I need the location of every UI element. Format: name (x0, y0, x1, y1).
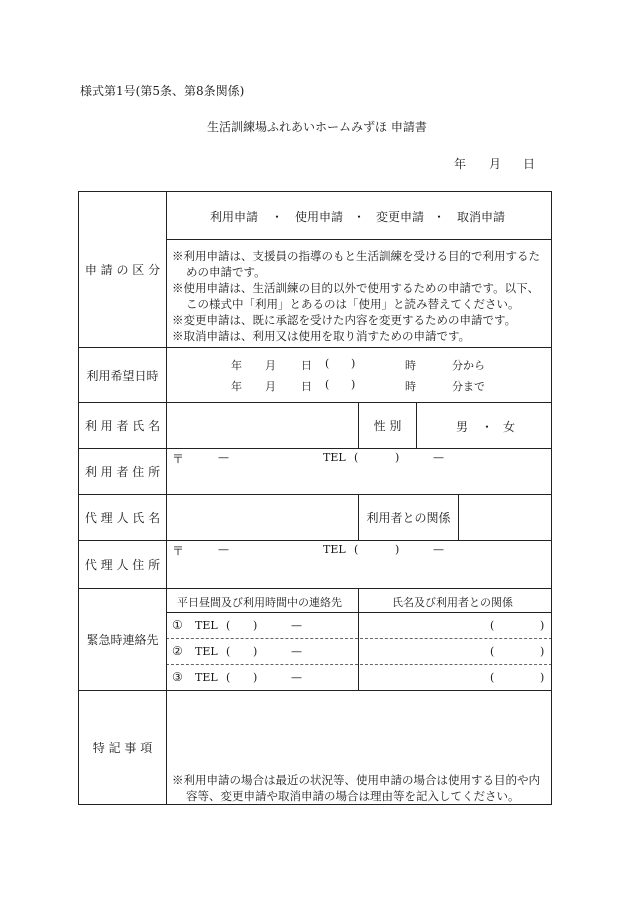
agent-name-field[interactable] (167, 495, 358, 540)
postal-mark: 〒 (172, 452, 185, 466)
option-cancel-application[interactable]: 取消申請 (457, 210, 506, 224)
emergency-name-header: 氏名及び利用者との関係 (392, 596, 513, 609)
label-remarks: 特 記 事 項 (92, 741, 153, 755)
remarks-note-line: ※利用申請の場合は最近の状況等、使用申請の場合は使用する目的や内 (172, 773, 540, 787)
gender-male-option[interactable]: 男 (456, 420, 469, 434)
postal-dash: — (218, 451, 229, 464)
date-day: 日 (523, 157, 536, 171)
label-emergency-contact: 緊急時連絡先 (86, 633, 159, 647)
tel-dash: — (433, 451, 444, 464)
emergency-phone-header: 平日昼間及び利用時間中の連絡先 (177, 596, 342, 609)
option-separator: ・ (271, 210, 284, 224)
date-month: 月 (489, 157, 502, 171)
tel-label: TEL (323, 543, 346, 556)
tel-label: TEL (195, 645, 218, 658)
day-label: 日 (301, 359, 312, 372)
year-label: 年 (231, 380, 242, 393)
month-label: 月 (265, 359, 276, 372)
option-change-application[interactable]: 変更申請 (376, 210, 425, 224)
option-usage-application[interactable]: 使用申請 (295, 210, 344, 224)
row-number: ③ (172, 670, 183, 684)
year-label: 年 (231, 359, 242, 372)
postal-mark: 〒 (172, 544, 185, 558)
category-note: ※取消申請は、利用又は使用を取り消すための申請です。 (172, 329, 471, 343)
category-notes (172, 248, 540, 344)
minute-until-label: 分まで (452, 380, 485, 393)
hour-label: 時 (405, 359, 416, 372)
tel-dash: — (291, 671, 302, 684)
category-note: ※利用申請は、支援員の指導のもと生活訓練を受ける目的で利用するた (172, 249, 540, 263)
date-year: 年 (454, 157, 467, 171)
minute-from-label: 分から (452, 359, 485, 372)
weekday-close: ) (351, 357, 356, 370)
form-title: 生活訓練場ふれあいホームみずほ 申請書 (207, 120, 427, 134)
tel-paren-close: ) (395, 543, 400, 556)
weekday-close: ) (351, 378, 356, 391)
label-user-address: 利 用 者 住 所 (84, 465, 161, 479)
hour-label: 時 (405, 380, 416, 393)
tel-paren-open: ( (354, 451, 359, 464)
form-number: 様式第1号(第5条、第8条関係) (80, 84, 245, 98)
row-number: ① (172, 618, 183, 632)
remarks-field[interactable] (167, 691, 551, 771)
label-agent-name: 代 理 人 氏 名 (84, 511, 161, 525)
option-separator: ・ (353, 210, 366, 224)
category-note: ※使用申請は、生活訓練の目的以外で使用するための申請です。以下、 (172, 281, 540, 295)
postal-dash: — (218, 543, 229, 556)
category-note: ※変更申請は、既に承認を受けた内容を変更するための申請です。 (172, 313, 517, 327)
tel-paren-close: ) (253, 645, 258, 658)
tel-paren-open: ( (354, 543, 359, 556)
tel-label: TEL (195, 619, 218, 632)
label-category: 申 請 の 区 分 (84, 263, 161, 277)
tel-paren-close: ) (253, 671, 258, 684)
tel-label: TEL (323, 451, 346, 464)
relation-field[interactable] (459, 495, 551, 540)
weekday-open: ( (325, 378, 330, 391)
row-number: ② (172, 644, 183, 658)
relation-paren-close: ) (540, 645, 545, 658)
relation-paren-close: ) (540, 619, 545, 632)
label-agent-address: 代 理 人 住 所 (84, 558, 161, 572)
month-label: 月 (265, 380, 276, 393)
relation-paren-open: ( (490, 619, 495, 632)
tel-paren-open: ( (226, 671, 231, 684)
tel-paren-close: ) (253, 619, 258, 632)
remarks-note (172, 772, 540, 804)
relation-paren-open: ( (490, 671, 495, 684)
tel-paren-close: ) (395, 451, 400, 464)
relation-paren-open: ( (490, 645, 495, 658)
tel-dash: — (291, 619, 302, 632)
day-label: 日 (301, 380, 312, 393)
remarks-note-line: 容等、変更申請や取消申請の場合は理由等を記入してください。 (186, 789, 520, 803)
option-use-application[interactable]: 利用申請 (210, 210, 259, 224)
tel-dash: — (291, 645, 302, 658)
tel-paren-open: ( (226, 619, 231, 632)
label-user-name: 利 用 者 氏 名 (84, 419, 161, 433)
tel-label: TEL (195, 671, 218, 684)
tel-dash: — (433, 543, 444, 556)
weekday-open: ( (325, 357, 330, 370)
gender-separator: ・ (481, 420, 494, 434)
relation-label: 利用者との関係 (366, 511, 451, 525)
tel-paren-open: ( (226, 645, 231, 658)
gender-female-option[interactable]: 女 (503, 420, 516, 434)
user-name-field[interactable] (167, 403, 358, 448)
label-desired-date: 利用希望日時 (86, 368, 159, 383)
option-separator: ・ (433, 210, 446, 224)
relation-paren-close: ) (540, 671, 545, 684)
category-note: めの申請です。 (186, 265, 266, 279)
category-note: この様式中「利用」とあるのは「使用」と読み替えてください。 (186, 297, 520, 311)
gender-label: 性 別 (373, 419, 402, 433)
